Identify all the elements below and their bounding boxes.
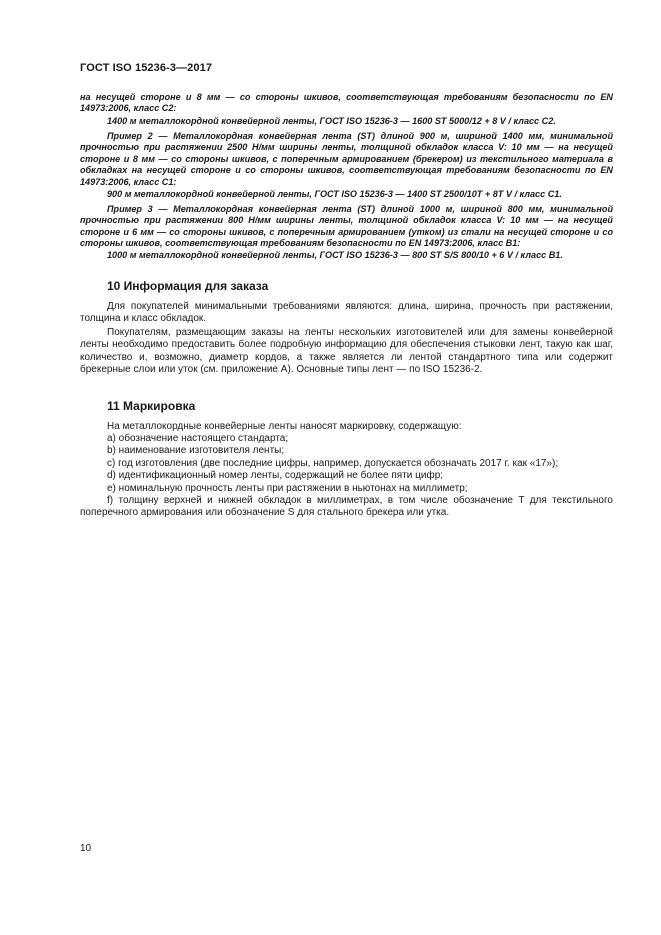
section-11-intro: На металлокордные конвейерные ленты наносят маркировку, содержащую: xyxy=(107,420,462,432)
page-content xyxy=(80,92,613,520)
section-10-paragraph-1: Для покупателей минимальными требованиями являются: длина, ширина, прочность при растяжении, толщина и класс обкладок. xyxy=(80,301,613,325)
list-item-b: b) наименование изготовителя ленты; xyxy=(107,445,285,457)
section-10-paragraph-2: Покупателям, размещающим заказы на ленты нескольких изготовителей или для замены конвейерной ленты необходимо предоставить более подробную информацию для обеспечения стыковки лент, такую как шаг, количество и, возможно, диаметр кордов, а также является ли лентой стандартного типа или содержит брекерные слои или уток (см. приложение А). Основные типы лент — по ISO 15236-2. xyxy=(80,326,613,376)
example-1-tail: на несущей стороне и 8 мм — со стороны шкивов, соответствующая требованиям безопасности по EN 14973:2006, класс C2: xyxy=(80,92,613,114)
example-2-text: Пример 2 — Металлокордная конвейерная лента (ST) длиной 900 м, шириной 1400 мм, минимальной прочностью при растяжении 2500 Н/мм ширины ленты, толщиной обкладок класса V: 10 мм — на несущей стороне и 8 мм — со стороны шкивов, с поперечным армированием (брекером) из текстильного материала в обкладках на несущей стороне и со стороны шкивов, соответствующая требованиям безопасности по EN 14973:2006, класс C1: xyxy=(80,130,613,187)
document-header: ГОСТ ISO 15236-3—2017 xyxy=(80,62,213,74)
list-item-a: a) обозначение настоящего стандарта; xyxy=(107,432,289,444)
example-3-text: Пример 3 — Металлокордная конвейерная лента (ST) длиной 1000 м, шириной 800 мм, минимальной прочностью при растяжении 800 Н/мм ширины ленты, толщиной обкладок класса V: 10 мм — на несущей стороне и 6 мм — со стороны шкивов, с поперечным армированием (утком) из стали на несущей стороне и со стороны шкивов, соответствующая требованиям безопасности по EN 14973:2006, класс B1: xyxy=(80,204,613,249)
list-item-d: d) идентификационный номер ленты, содержащий не более пяти цифр; xyxy=(107,470,444,482)
example-3-designation: 1000 м металлокордной конвейерной ленты, ГОСТ ISO 15236-3 — 800 ST S/S 800/10 + 6 V / класс B1. xyxy=(107,249,563,260)
list-item-e: e) номинальную прочность ленты при растяжении в ньютонах на миллиметр; xyxy=(107,482,468,494)
example-2-designation: 900 м металлокордной конвейерной ленты, ГОСТ ISO 15236-3 — 1400 ST 2500/10T + 8T V / класс C1. xyxy=(107,189,562,200)
section-11-heading: 11 Маркировка xyxy=(107,398,196,413)
page-number: 10 xyxy=(80,843,92,854)
list-item-f: f) толщину верхней и нижней обкладок в миллиметрах, в том числе обозначение T для текстильного поперечного армирования или обозначение S для стального брекера или утка. xyxy=(80,494,613,519)
list-item-c: c) год изготовления (две последние цифры, например, допускается обозначать 2017 г. как «17»); xyxy=(107,457,559,469)
section-10-heading: 10 Информация для заказа xyxy=(107,279,269,294)
example-1-designation: 1400 м металлокордной конвейерной ленты, ГОСТ ISO 15236-3 — 1600 ST 5000/12 + 8 V / класс C2. xyxy=(107,116,556,127)
